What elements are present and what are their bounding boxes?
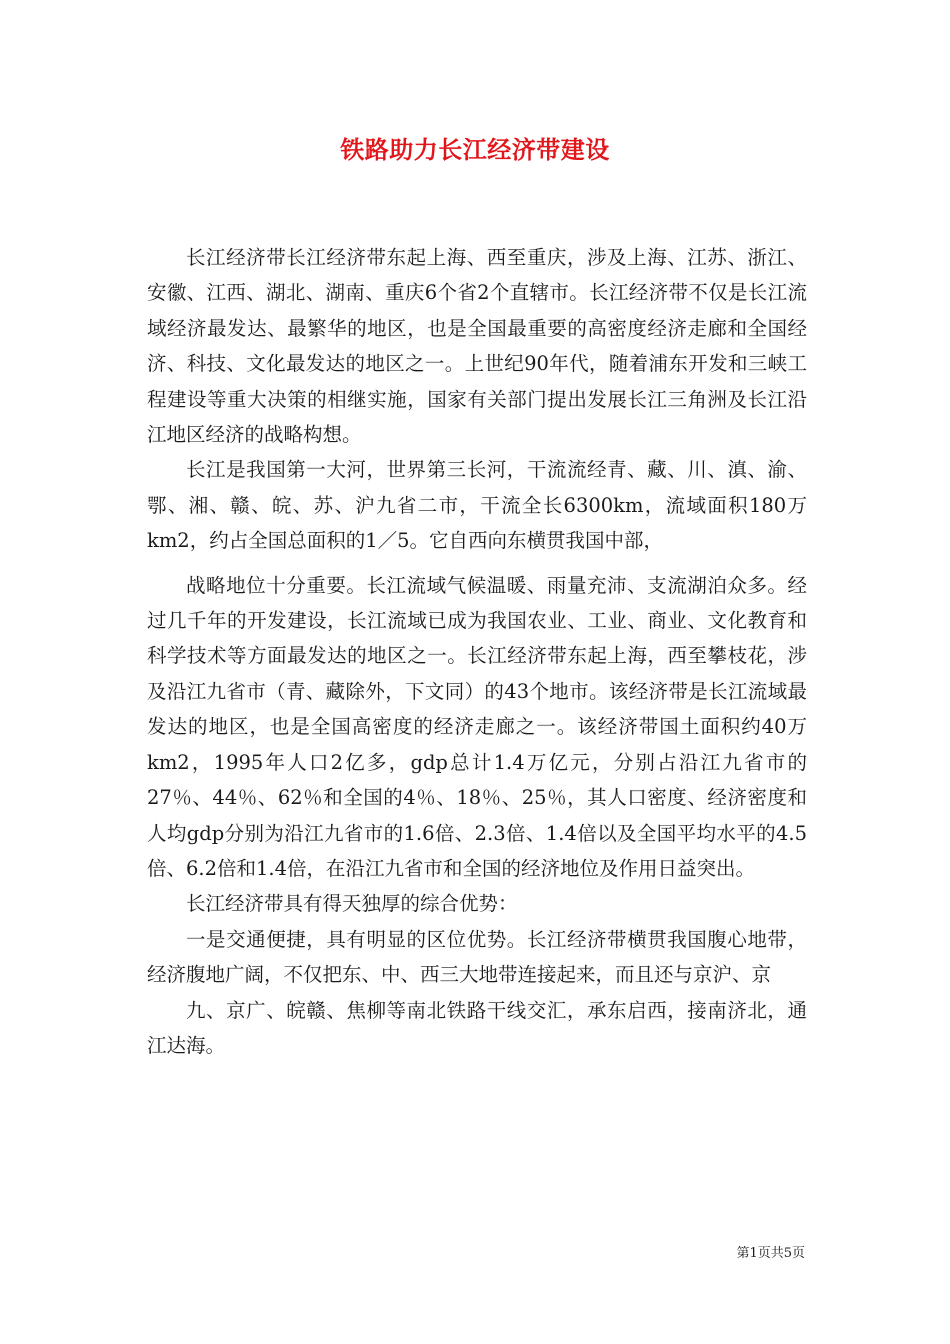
document-body [147, 240, 807, 1063]
paragraph-2: 长江是我国第一大河，世界第三长河，干流流经青、藏、川、滇、渝、鄂、湘、赣、皖、苏、沪九省二市，干流全长6300km，流域面积180万km2，约占全国总面积的1／5。它自西向东横贯我国中部， [147, 458, 807, 553]
paragraph-1: 长江经济带长江经济带东起上海、西至重庆，涉及上海、江苏、浙江、安徽、江西、湖北、湖南、重庆6个省2个直辖市。长江经济带不仅是长江流域经济最发达、最繁华的地区，也是全国最重要的高密度经济走廊和全国经济、科技、文化最发达的地区之一。上世纪90年代，随着浦东开发和三峡工程建设等重大决策的相继实施，国家有关部门提出发展长江三角洲及长江沿江地区经济的战略构想。 [147, 246, 807, 447]
paragraph-3: 战略地位十分重要。长江流域气候温暖、雨量充沛、支流湖泊众多。经过几千年的开发建设，长江流域已成为我国农业、工业、商业、文化教育和科学技术等方面最发达的地区之一。长江经济带东起上海，西至攀枝花，涉及沿江九省市（青、藏除外，下文同）的43个地市。该经济带是长江流域最发达的地区，也是全国高密度的经济走廊之一。该经济带国土面积约40万km2，1995年人口2亿多，gdp总计1.4万亿元，分别占沿江九省市的27％、44％、62％和全国的4％、18％、25％，其人口密度、经济密度和人均gdp分别为沿江九省市的1.6倍、2.3倍、1.4倍以及全国平均水平的4.5倍、6.2倍和1.4倍，在沿江九省市和全国的经济地位及作用日益突出。 [147, 573, 807, 880]
page-number-footer: 第1页共5页 [736, 1246, 805, 1261]
paragraph-6: 九、京广、皖赣、焦柳等南北铁路干线交汇，承东启西，接南济北，通江达海。 [147, 998, 807, 1057]
document-title: 铁路助力长江经济带建设 [340, 135, 610, 164]
paragraph-4: 长江经济带具有得天独厚的综合优势： [186, 892, 518, 916]
paragraph-5: 一是交通便捷，具有明显的区位优势。长江经济带横贯我国腹心地带，经济腹地广阔，不仅把东、中、西三大地带连接起来，而且还与京沪、京 [147, 927, 807, 987]
